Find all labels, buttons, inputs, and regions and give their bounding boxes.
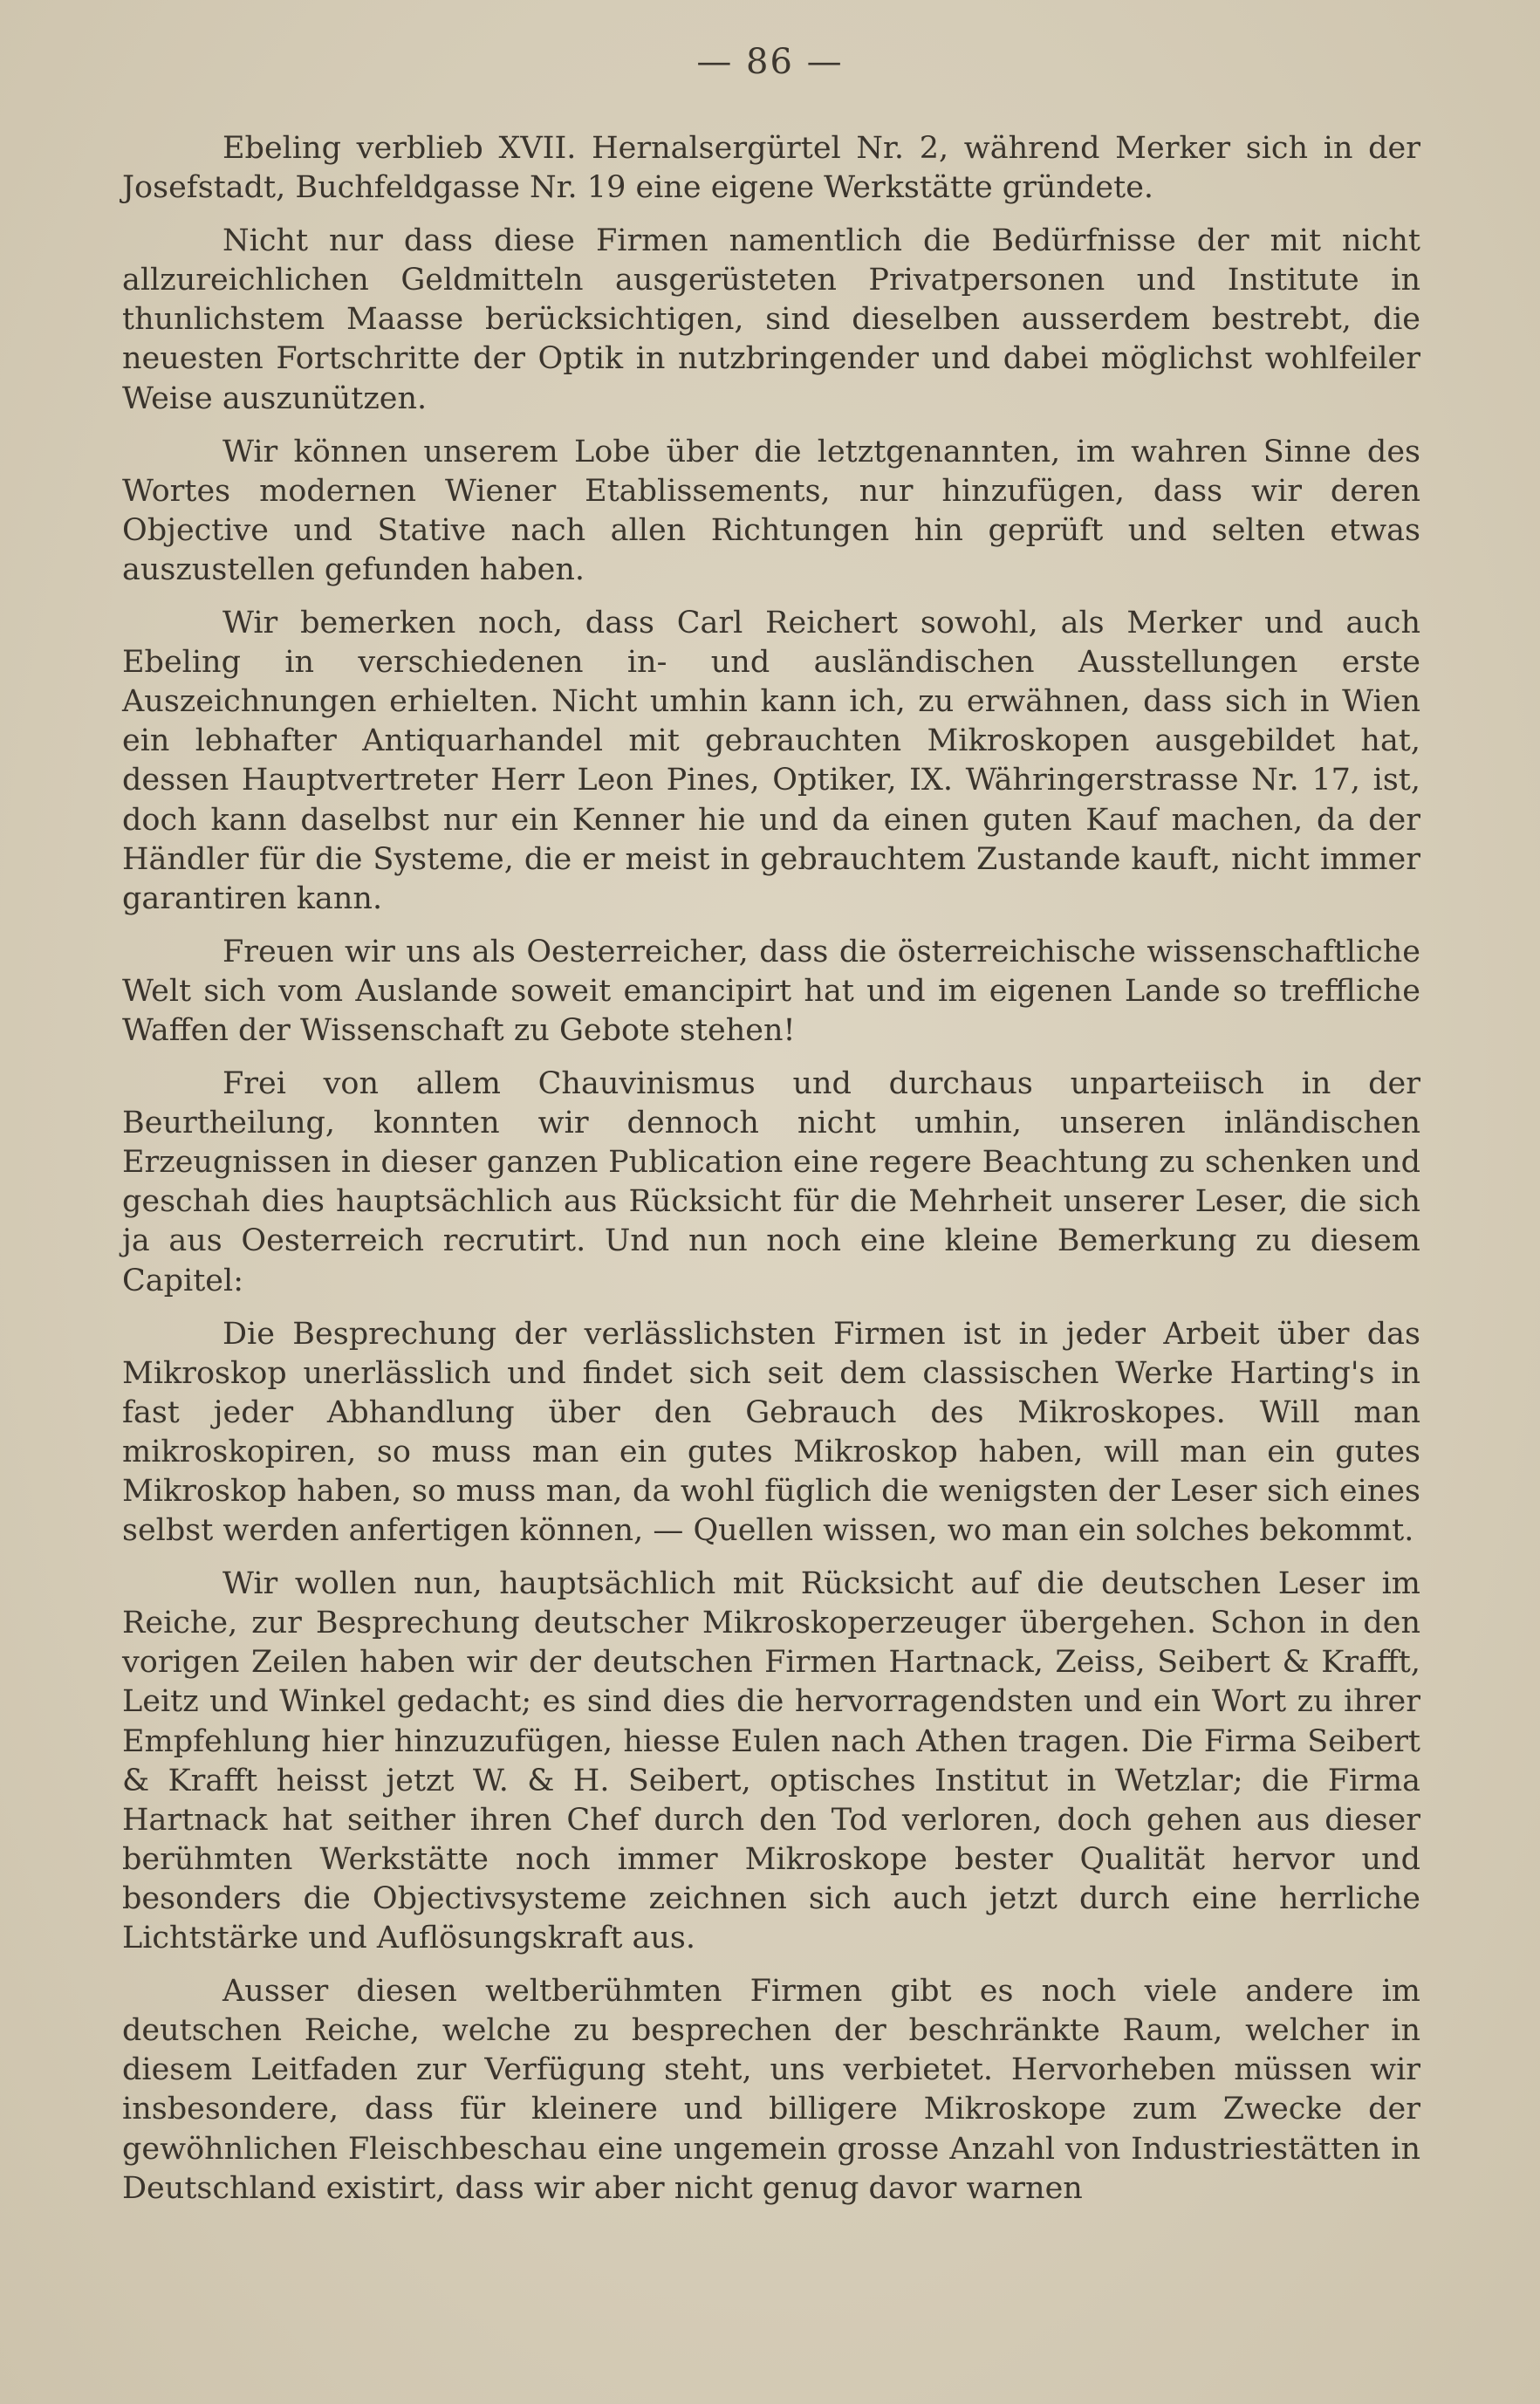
paragraph-5: Freuen wir uns als Oesterreicher, dass die österreichische wissenschaftliche Welt sich vom Auslande soweit emancipirt hat und im eigenen Lande so treffliche Waffen der Wissenschaft zu Gebote stehen! <box>122 934 1420 1048</box>
page-number: — 86 — <box>696 42 844 82</box>
paragraph-8: Wir wollen nun, hauptsächlich mit Rücksicht auf die deutschen Leser im Reiche, zur Besprechung deutscher Mikroskoperzeuger übergehen. Schon in den vorigen Zeilen haben wir der deutschen Firmen Hartnack, Zeiss, Seibert & Krafft, Leitz und Winkel gedacht; es sind dies die hervorragendsten und ein Wort zu ihrer Empfehlung hier hinzuzufügen, hiesse Eulen nach Athen tragen. Die Firma Seibert & Krafft heisst jetzt W. & H. Seibert, optisches Institut in Wetzlar; die Firma Hartnack hat seither ihren Chef durch den Tod verloren, doch gehen aus dieser berühmten Werkstätte noch immer Mikroskope bester Qualität hervor und besonders die Objectivsysteme zeichnen sich auch jetzt durch eine herrliche Lichtstärke und Auflösungskraft aus. <box>122 1566 1420 1956</box>
paragraph-4: Wir bemerken noch, dass Carl Reichert sowohl, als Merker und auch Ebeling in verschiedenen in- und ausländischen Ausstellungen erste Auszeichnungen erhielten. Nicht umhin kann ich, zu erwähnen, dass sich in Wien ein lebhafter Antiquarhandel mit gebrauchten Mikroskopen ausgebildet hat, dessen Hauptvertreter Herr Leon Pines, Optiker, IX. Währingerstrasse Nr. 17, ist, doch kann daselbst nur ein Kenner hie und da einen guten Kauf machen, da der Händler für die Systeme, die er meist in gebrauchtem Zustande kauft, nicht immer garantiren kann. <box>122 606 1420 916</box>
paragraph-2: Nicht nur dass diese Firmen namentlich die Bedürfnisse der mit nicht allzureichlichen Geldmitteln ausgerüsteten Privatpersonen und Institute in thunlichstem Maasse berücksichtigen, sind dieselben ausserdem bestrebt, die neuesten Fortschritte der Optik in nutzbringender und dabei möglichst wohlfeiler Weise auszunützen. <box>122 223 1420 416</box>
paragraph-9: Ausser diesen weltberühmten Firmen gibt es noch viele andere im deutschen Reiche, welche zu besprechen der beschränkte Raum, welcher in diesem Leitfaden zur Verfügung steht, uns verbietet. Hervorheben müssen wir insbesondere, dass für kleinere und billigere Mikroskope zum Zwecke der gewöhnlichen Fleischbeschau eine ungemein grosse Anzahl von Industriestätten in Deutschland existirt, dass wir aber nicht genug davor warnen <box>122 1974 1420 2206</box>
paragraph-1: Ebeling verblieb XVII. Hernalsergürtel Nr. 2, während Merker sich in der Josefstadt, Buchfeldgasse Nr. 19 eine eigene Werkstätte gründete. <box>122 131 1420 206</box>
paragraph-6: Frei von allem Chauvinismus und durchaus unparteiisch in der Beurtheilung, konnten wir dennoch nicht umhin, unseren inländischen Erzeugnissen in dieser ganzen Publication eine regere Beachtung zu schenken und geschah dies hauptsächlich aus Rücksicht für die Mehrheit unserer Leser, die sich ja aus Oesterreich recrutirt. Und nun noch eine kleine Bemerkung zu diesem Capitel: <box>122 1066 1420 1298</box>
body-text <box>122 129 1420 2223</box>
paragraph-3: Wir können unserem Lobe über die letztgenannten, im wahren Sinne des Wortes modernen Wiener Etablissements, nur hinzufügen, dass wir deren Objective und Stative nach allen Richtungen hin geprüft und selten etwas auszustellen gefunden haben. <box>122 434 1420 587</box>
paragraph-7: Die Besprechung der verlässlichsten Firmen ist in jeder Arbeit über das Mikroskop unerlässlich und findet sich seit dem classischen Werke Harting's in fast jeder Abhandlung über den Gebrauch des Mikroskopes. Will man mikroskopiren, so muss man ein gutes Mikroskop haben, will man ein gutes Mikroskop haben, so muss man, da wohl füglich die wenigsten der Leser sich eines selbst werden anfertigen können, — Quellen wissen, wo man ein solches bekommt. <box>122 1316 1420 1549</box>
